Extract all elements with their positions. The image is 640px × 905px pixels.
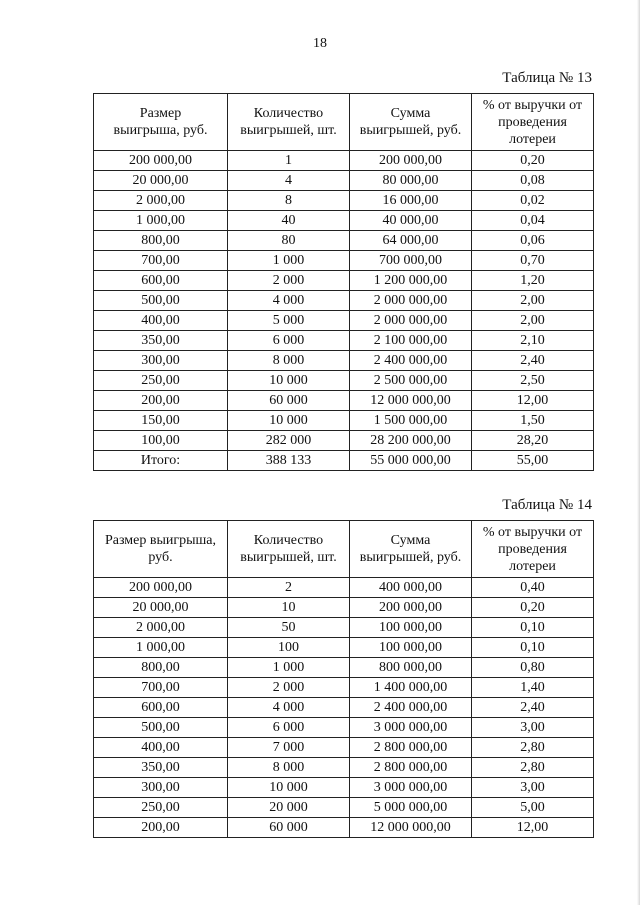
prize-table-14 <box>93 520 594 838</box>
cell-prize-count: 2 000 <box>228 271 350 291</box>
cell-prize-sum: 12 000 000,00 <box>350 391 472 411</box>
table-row <box>94 718 594 738</box>
header-prize-count: Количество выигрышей, шт. <box>228 521 350 578</box>
cell-prize-size: 350,00 <box>94 758 228 778</box>
table-row <box>94 698 594 718</box>
cell-prize-size: 350,00 <box>94 331 228 351</box>
table-row <box>94 231 594 251</box>
cell-prize-count: 2 <box>228 578 350 598</box>
cell-revenue-percent: 0,10 <box>472 618 594 638</box>
cell-prize-sum: 2 400 000,00 <box>350 351 472 371</box>
cell-revenue-percent: 1,50 <box>472 411 594 431</box>
cell-prize-count: 4 000 <box>228 291 350 311</box>
table-row <box>94 171 594 191</box>
table-row <box>94 371 594 391</box>
cell-prize-sum: 800 000,00 <box>350 658 472 678</box>
cell-prize-size: 250,00 <box>94 798 228 818</box>
cell-prize-count: 6 000 <box>228 718 350 738</box>
cell-prize-count: 100 <box>228 638 350 658</box>
table-row <box>94 431 594 451</box>
cell-prize-sum: 2 000 000,00 <box>350 311 472 331</box>
table-row <box>94 678 594 698</box>
table-header-row <box>94 521 594 578</box>
cell-prize-size: 400,00 <box>94 738 228 758</box>
cell-revenue-percent: 0,02 <box>472 191 594 211</box>
header-prize-size: Размер выигрыша, руб. <box>94 521 228 578</box>
cell-prize-sum: 12 000 000,00 <box>350 818 472 838</box>
table-row <box>94 658 594 678</box>
header-prize-sum: Сумма выигрышей, руб. <box>350 94 472 151</box>
cell-prize-count: 6 000 <box>228 331 350 351</box>
cell-revenue-percent: 2,40 <box>472 351 594 371</box>
cell-prize-size: 300,00 <box>94 351 228 371</box>
cell-prize-sum: 64 000,00 <box>350 231 472 251</box>
cell-prize-sum: 2 800 000,00 <box>350 738 472 758</box>
header-prize-size: Размер выигрыша, руб. <box>94 94 228 151</box>
cell-prize-count: 50 <box>228 618 350 638</box>
cell-prize-size: 20 000,00 <box>94 171 228 191</box>
cell-prize-count: 10 000 <box>228 411 350 431</box>
cell-prize-sum: 100 000,00 <box>350 638 472 658</box>
table-row <box>94 818 594 838</box>
table-13-caption: Таблица № 13 <box>502 70 592 86</box>
cell-revenue-percent: 0,06 <box>472 231 594 251</box>
cell-prize-count: 1 000 <box>228 658 350 678</box>
header-revenue-percent: % от выручки от проведения лотереи <box>472 94 594 151</box>
table-row <box>94 251 594 271</box>
cell-prize-sum: 16 000,00 <box>350 191 472 211</box>
cell-prize-size: 700,00 <box>94 678 228 698</box>
cell-revenue-percent: 12,00 <box>472 818 594 838</box>
cell-prize-size: 200 000,00 <box>94 151 228 171</box>
cell-prize-size: 2 000,00 <box>94 618 228 638</box>
cell-prize-size: 800,00 <box>94 231 228 251</box>
table-14-caption: Таблица № 14 <box>502 497 592 513</box>
cell-prize-sum: 200 000,00 <box>350 151 472 171</box>
cell-revenue-percent: 0,20 <box>472 151 594 171</box>
cell-revenue-percent: 1,40 <box>472 678 594 698</box>
cell-prize-count: 5 000 <box>228 311 350 331</box>
table-row <box>94 798 594 818</box>
cell-prize-sum: 2 400 000,00 <box>350 698 472 718</box>
table-row <box>94 778 594 798</box>
table-row <box>94 598 594 618</box>
cell-prize-sum: 28 200 000,00 <box>350 431 472 451</box>
cell-prize-count: 8 000 <box>228 758 350 778</box>
cell-prize-count: 4 000 <box>228 698 350 718</box>
cell-prize-count: 8 000 <box>228 351 350 371</box>
cell-revenue-percent: 0,04 <box>472 211 594 231</box>
cell-prize-count: 282 000 <box>228 431 350 451</box>
header-prize-count: Количество выигрышей, шт. <box>228 94 350 151</box>
cell-revenue-percent: 2,00 <box>472 291 594 311</box>
cell-prize-count: 1 000 <box>228 251 350 271</box>
table-row <box>94 191 594 211</box>
table-row <box>94 151 594 171</box>
cell-prize-sum: 1 400 000,00 <box>350 678 472 698</box>
cell-prize-count: 40 <box>228 211 350 231</box>
table-row <box>94 271 594 291</box>
cell-prize-size: 20 000,00 <box>94 598 228 618</box>
table-row <box>94 451 594 471</box>
cell-revenue-percent: 2,40 <box>472 698 594 718</box>
table-row <box>94 411 594 431</box>
cell-prize-size: 500,00 <box>94 718 228 738</box>
cell-revenue-percent: 0,40 <box>472 578 594 598</box>
cell-prize-count: 10 <box>228 598 350 618</box>
cell-prize-size: 1 000,00 <box>94 211 228 231</box>
cell-revenue-percent: 0,70 <box>472 251 594 271</box>
table-row <box>94 391 594 411</box>
cell-prize-sum: 80 000,00 <box>350 171 472 191</box>
cell-prize-count: 2 000 <box>228 678 350 698</box>
table-row <box>94 311 594 331</box>
table-row <box>94 578 594 598</box>
cell-prize-count: 60 000 <box>228 818 350 838</box>
cell-prize-size: 600,00 <box>94 698 228 718</box>
table-row <box>94 351 594 371</box>
cell-prize-sum: 2 100 000,00 <box>350 331 472 351</box>
cell-prize-size: 100,00 <box>94 431 228 451</box>
cell-prize-count: 4 <box>228 171 350 191</box>
cell-prize-sum: 200 000,00 <box>350 598 472 618</box>
cell-prize-sum: 1 200 000,00 <box>350 271 472 291</box>
cell-prize-count: 10 000 <box>228 778 350 798</box>
cell-prize-size: 200 000,00 <box>94 578 228 598</box>
cell-prize-size: 2 000,00 <box>94 191 228 211</box>
cell-prize-count: 80 <box>228 231 350 251</box>
cell-prize-size: 150,00 <box>94 411 228 431</box>
cell-prize-size: 250,00 <box>94 371 228 391</box>
cell-prize-count: 1 <box>228 151 350 171</box>
table-row <box>94 758 594 778</box>
cell-revenue-percent: 1,20 <box>472 271 594 291</box>
cell-revenue-percent: 3,00 <box>472 718 594 738</box>
cell-prize-sum: 3 000 000,00 <box>350 718 472 738</box>
cell-prize-size: Итого: <box>94 451 228 471</box>
cell-revenue-percent: 12,00 <box>472 391 594 411</box>
cell-revenue-percent: 0,80 <box>472 658 594 678</box>
cell-prize-sum: 100 000,00 <box>350 618 472 638</box>
table-header-row <box>94 94 594 151</box>
cell-revenue-percent: 2,10 <box>472 331 594 351</box>
cell-prize-size: 200,00 <box>94 391 228 411</box>
table-row <box>94 638 594 658</box>
cell-revenue-percent: 0,10 <box>472 638 594 658</box>
cell-prize-size: 400,00 <box>94 311 228 331</box>
cell-prize-size: 200,00 <box>94 818 228 838</box>
cell-prize-count: 60 000 <box>228 391 350 411</box>
cell-revenue-percent: 3,00 <box>472 778 594 798</box>
cell-prize-sum: 3 000 000,00 <box>350 778 472 798</box>
header-revenue-percent: % от выручки от проведения лотереи <box>472 521 594 578</box>
cell-prize-count: 8 <box>228 191 350 211</box>
cell-prize-size: 500,00 <box>94 291 228 311</box>
cell-prize-sum: 2 500 000,00 <box>350 371 472 391</box>
cell-prize-sum: 2 000 000,00 <box>350 291 472 311</box>
table-row <box>94 211 594 231</box>
cell-revenue-percent: 28,20 <box>472 431 594 451</box>
cell-revenue-percent: 0,08 <box>472 171 594 191</box>
cell-revenue-percent: 2,00 <box>472 311 594 331</box>
table-row <box>94 618 594 638</box>
cell-prize-sum: 400 000,00 <box>350 578 472 598</box>
table-row <box>94 291 594 311</box>
table-row <box>94 331 594 351</box>
cell-revenue-percent: 2,80 <box>472 758 594 778</box>
cell-revenue-percent: 2,50 <box>472 371 594 391</box>
cell-prize-size: 700,00 <box>94 251 228 271</box>
cell-prize-count: 388 133 <box>228 451 350 471</box>
header-prize-sum: Сумма выигрышей, руб. <box>350 521 472 578</box>
cell-prize-size: 600,00 <box>94 271 228 291</box>
cell-prize-sum: 5 000 000,00 <box>350 798 472 818</box>
cell-prize-sum: 55 000 000,00 <box>350 451 472 471</box>
cell-revenue-percent: 55,00 <box>472 451 594 471</box>
cell-prize-sum: 700 000,00 <box>350 251 472 271</box>
cell-prize-size: 300,00 <box>94 778 228 798</box>
cell-prize-count: 7 000 <box>228 738 350 758</box>
cell-prize-sum: 40 000,00 <box>350 211 472 231</box>
cell-prize-sum: 2 800 000,00 <box>350 758 472 778</box>
cell-prize-count: 10 000 <box>228 371 350 391</box>
cell-prize-count: 20 000 <box>228 798 350 818</box>
prize-table-13 <box>93 93 594 471</box>
table-row <box>94 738 594 758</box>
cell-revenue-percent: 2,80 <box>472 738 594 758</box>
cell-prize-size: 800,00 <box>94 658 228 678</box>
page-number: 18 <box>313 36 327 51</box>
cell-revenue-percent: 5,00 <box>472 798 594 818</box>
cell-prize-size: 1 000,00 <box>94 638 228 658</box>
cell-revenue-percent: 0,20 <box>472 598 594 618</box>
cell-prize-sum: 1 500 000,00 <box>350 411 472 431</box>
